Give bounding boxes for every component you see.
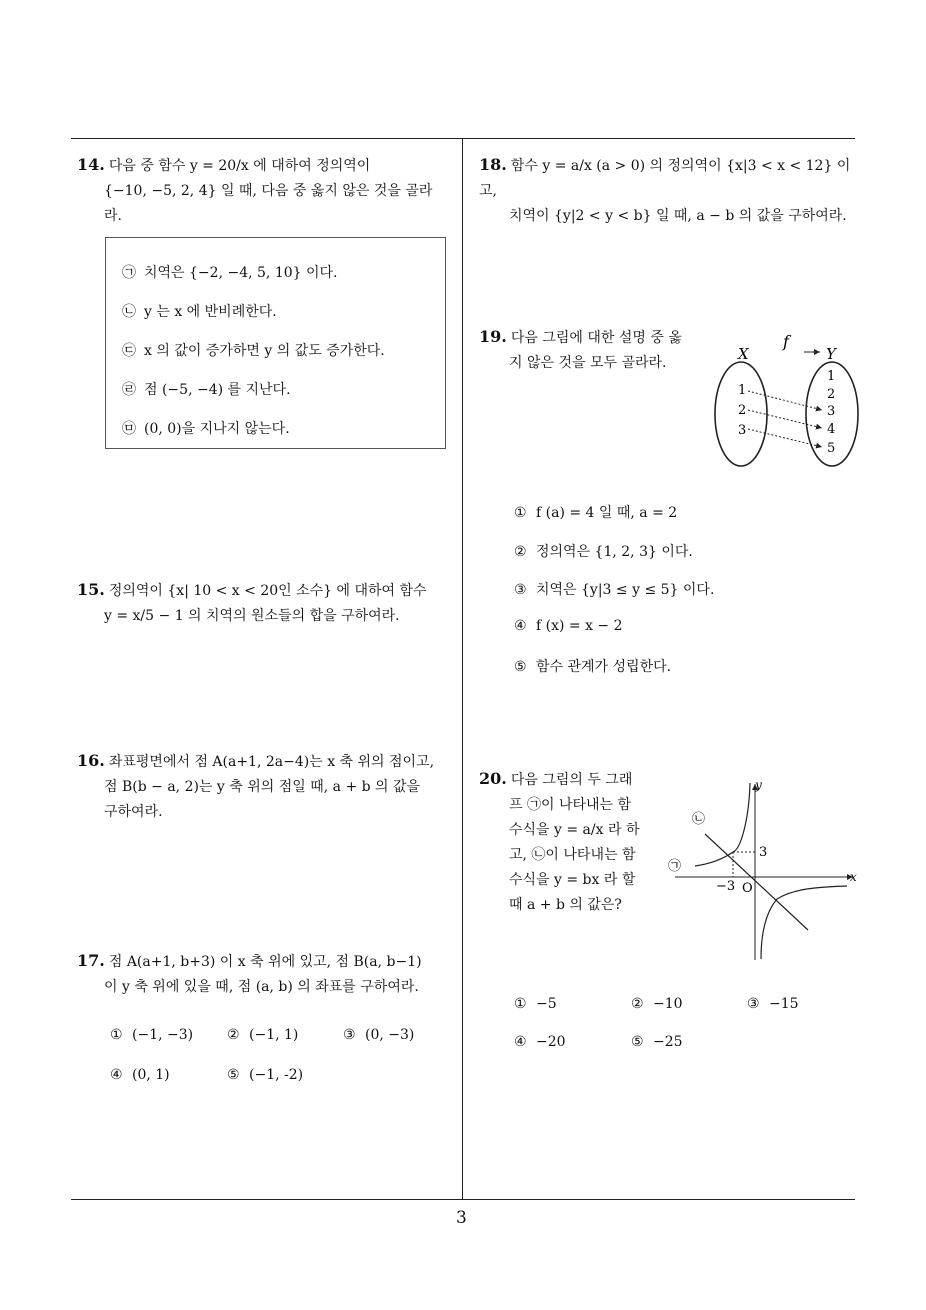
q14-item-4: ㉣ 점 (−5, −4) 를 지난다. xyxy=(122,382,291,398)
y-tick-label: 3 xyxy=(759,845,768,860)
q14-item-2: ㉡ y 는 x 에 반비례한다. xyxy=(122,304,277,320)
x-set-label: X xyxy=(738,345,749,363)
q14-line1: 14. 다음 중 함수 y = 20/x 에 대하여 정의역이 xyxy=(77,155,371,174)
q19-mapping-diagram xyxy=(700,328,870,478)
q20-graph xyxy=(665,772,865,972)
q20-option-5[interactable]: ⑤ −25 xyxy=(631,1034,683,1050)
x-tick-label: −3 xyxy=(716,879,736,894)
q17-option-2[interactable]: ② (−1, 1) xyxy=(227,1027,299,1043)
hyperbola-lower-right xyxy=(761,886,847,959)
f-label: f xyxy=(783,332,789,351)
q15-line1: 15. 정의역이 {x| 10 < x < 20인 소수} 에 대하여 함수 xyxy=(77,580,427,599)
page-number: 3 xyxy=(456,1208,467,1228)
q20-option-2[interactable]: ② −10 xyxy=(631,996,683,1012)
q20-option-1[interactable]: ① −5 xyxy=(514,996,557,1012)
graph-label-1: ㉠ xyxy=(668,859,682,874)
q19-option-5[interactable]: ⑤ 함수 관계가 성립한다. xyxy=(514,659,672,675)
q14-line3: 라. xyxy=(104,208,122,224)
y-elem-2: 2 xyxy=(827,387,836,402)
question-18 xyxy=(479,152,859,229)
map-arrow-3 xyxy=(748,429,822,447)
q14-number: 14. xyxy=(77,155,105,174)
map-arrow-1 xyxy=(748,391,822,410)
y-set-label: Y xyxy=(826,345,836,363)
q17-option-5[interactable]: ⑤ (−1, -2) xyxy=(227,1067,304,1083)
y-elem-4: 4 xyxy=(827,422,836,437)
x-elem-3: 3 xyxy=(738,423,747,438)
q16-line1: 16. 좌표평면에서 점 A(a+1, 2a−4)는 x 축 위의 점이고, xyxy=(77,751,435,770)
x-axis-label: x xyxy=(850,870,857,884)
q19-line2: 지 않은 것을 모두 골라라. xyxy=(509,355,667,371)
y-elem-3: 3 xyxy=(827,404,836,419)
q20-line6: 때 a + b 의 값은? xyxy=(509,897,622,913)
q19-line1: 19. 다음 그림에 대한 설명 중 옳 xyxy=(479,327,682,346)
top-rule xyxy=(71,138,855,139)
q16-line2: 점 B(b − a, 2)는 y 축 위의 점일 때, a + b 의 값을 xyxy=(104,779,421,795)
q18-line1: 18. 함수 y = a/x (a > 0) 의 정의역이 {x|3 < x < 12} 이고, xyxy=(479,155,851,199)
q20-line3: 수식을 y = a/x 라 하 xyxy=(509,822,640,838)
q18-line2: 치역이 {y|2 < y < b} 일 때, a − b 의 값을 구하여라. xyxy=(509,208,847,224)
q20-option-4[interactable]: ④ −20 xyxy=(514,1034,566,1050)
q14-line2: {−10, −5, 2, 4} 일 때, 다음 중 옳지 않은 것을 골라 xyxy=(104,183,433,199)
y-axis-label: y xyxy=(755,778,762,792)
question-14 xyxy=(77,152,457,229)
q20-line4: 고, ㉡이 나타내는 함 xyxy=(509,847,636,863)
y-elem-1: 1 xyxy=(827,369,836,384)
x-elem-2: 2 xyxy=(738,403,747,418)
q14-choice-box xyxy=(105,237,446,449)
q14-item-5: ㉤ (0, 0)을 지나지 않는다. xyxy=(122,421,290,437)
y-elem-5: 5 xyxy=(827,441,836,456)
question-19 xyxy=(479,324,709,376)
question-20 xyxy=(479,766,659,918)
question-15 xyxy=(77,577,457,629)
q17-option-4[interactable]: ④ (0, 1) xyxy=(110,1067,170,1083)
q17-option-3[interactable]: ③ (0, −3) xyxy=(343,1027,415,1043)
question-17 xyxy=(77,948,457,1000)
q17-line2: 이 y 축 위에 있을 때, 점 (a, b) 의 좌표를 구하여라. xyxy=(104,979,419,995)
q20-line2: 프 ㉠이 나타내는 함 xyxy=(509,797,632,813)
q17-line1: 17. 점 A(a+1, b+3) 이 x 축 위에 있고, 점 B(a, b−1) xyxy=(77,951,422,970)
column-divider xyxy=(462,138,463,1200)
q19-option-3[interactable]: ③ 치역은 {y|3 ≤ y ≤ 5} 이다. xyxy=(514,582,715,598)
x-elem-1: 1 xyxy=(738,383,747,398)
q20-line5: 수식을 y = bx 라 할 xyxy=(509,872,636,888)
q16-line3: 구하여라. xyxy=(104,804,163,820)
q15-line2: y = x/5 − 1 의 치역의 원소들의 합을 구하여라. xyxy=(104,608,400,624)
q20-line1: 20. 다음 그림의 두 그래 xyxy=(479,769,633,788)
q14-item-3: ㉢ x 의 값이 증가하면 y 의 값도 증가한다. xyxy=(122,343,385,359)
bottom-rule xyxy=(71,1199,855,1200)
origin-label: O xyxy=(742,881,753,896)
q19-option-2[interactable]: ② 정의역은 {1, 2, 3} 이다. xyxy=(514,544,693,560)
q19-option-4[interactable]: ④ f (x) = x − 2 xyxy=(514,618,623,634)
map-arrow-2 xyxy=(748,410,822,428)
q14-item-1: ㉠ 치역은 {−2, −4, 5, 10} 이다. xyxy=(122,265,338,281)
question-16 xyxy=(77,748,457,825)
q17-option-1[interactable]: ① (−1, −3) xyxy=(110,1027,194,1043)
q19-option-1[interactable]: ① f (a) = 4 일 때, a = 2 xyxy=(514,505,678,521)
q20-option-3[interactable]: ③ −15 xyxy=(747,996,799,1012)
graph-label-2: ㉡ xyxy=(692,812,706,827)
